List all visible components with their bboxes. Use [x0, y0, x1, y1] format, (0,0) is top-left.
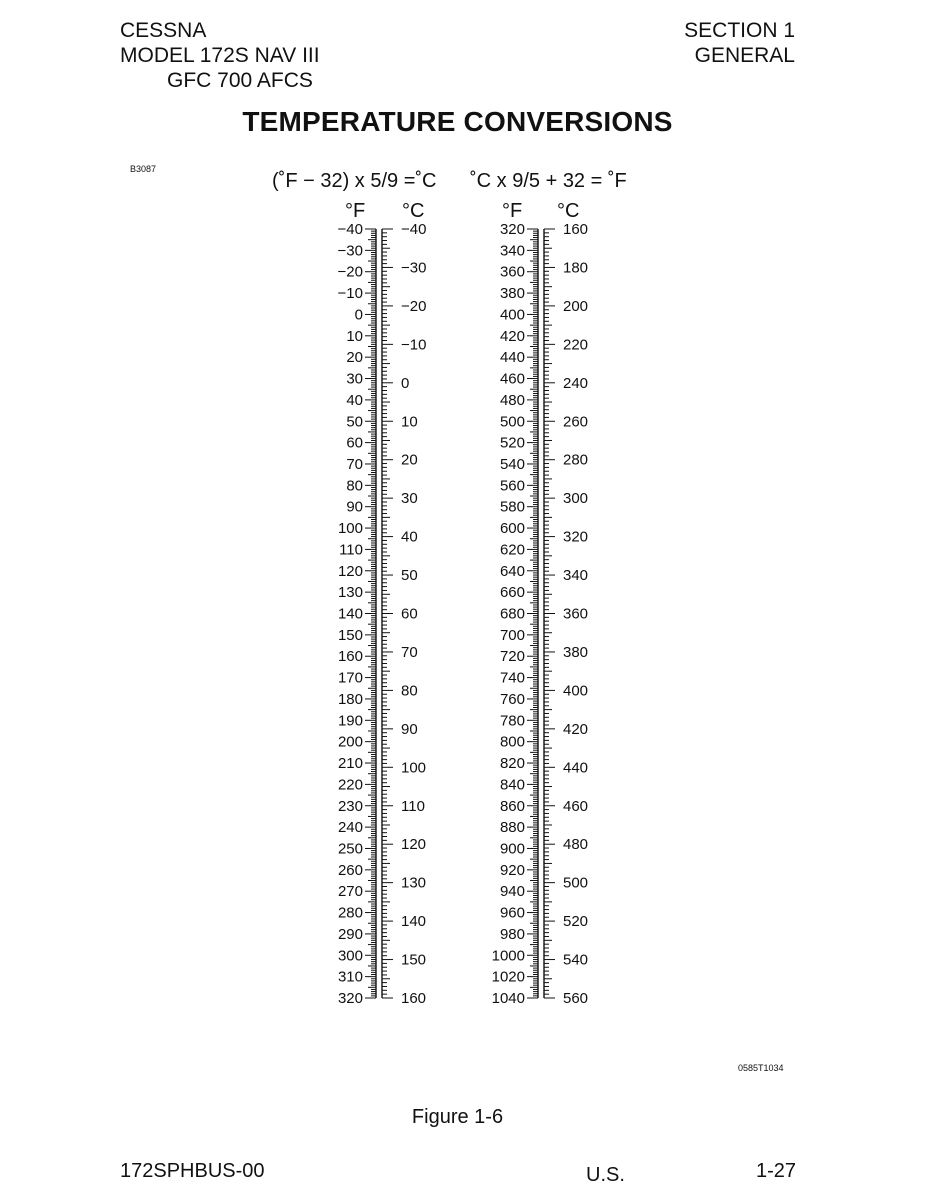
scale1-celsius-label: 130	[401, 874, 427, 892]
scale1-fahrenheit-label: −20	[337, 263, 363, 281]
header-section-name: GENERAL	[694, 44, 795, 67]
scale1-fahrenheit-label: 90	[346, 498, 363, 516]
scale1-celsius-label: 50	[401, 567, 418, 585]
scale2-fahrenheit-unit: °F	[502, 200, 523, 222]
scale1-fahrenheit-label: 260	[337, 861, 363, 879]
scale1-fahrenheit-label: 200	[337, 733, 363, 751]
scale2-fahrenheit-label: 500	[499, 413, 525, 431]
scale1-fahrenheit-label: 80	[346, 477, 363, 495]
scale2-celsius-label: 360	[563, 605, 589, 623]
scale2-celsius-label: 280	[563, 451, 589, 469]
scale2-fahrenheit-label: 680	[499, 605, 525, 623]
scale1-fahrenheit-label: 290	[337, 925, 363, 943]
scale2-celsius-label: 560	[563, 990, 589, 1007]
scale2-fahrenheit-label: 780	[499, 712, 525, 730]
scale2-celsius-label: 340	[563, 567, 589, 585]
scale1-fahrenheit-label: 270	[337, 883, 363, 901]
scale1-fahrenheit-label: 310	[337, 968, 363, 986]
footer-page: 1-27	[756, 1160, 797, 1182]
scale1-fahrenheit-label: 230	[337, 797, 363, 815]
scale2-celsius-label: 420	[563, 720, 589, 738]
scale1-celsius-label: 60	[401, 605, 418, 623]
scale1-celsius-label: 0	[401, 374, 410, 392]
scale1-fahrenheit-label: 240	[337, 819, 363, 837]
scale2-fahrenheit-label: 1020	[491, 968, 525, 986]
scale1-celsius-label: 90	[401, 720, 418, 738]
scale1-celsius-label: 70	[401, 643, 418, 661]
scale2-fahrenheit-label: 740	[499, 669, 525, 687]
header-autopilot: GFC 700 AFCS	[167, 69, 313, 92]
scale2-fahrenheit-label: 1040	[491, 990, 525, 1007]
footer-region: U.S.	[586, 1164, 625, 1186]
scale1-fahrenheit-label: 60	[346, 434, 363, 452]
scale2-fahrenheit-label: 920	[499, 861, 525, 879]
scale2-fahrenheit-label: 540	[499, 455, 525, 473]
scale2-fahrenheit-label: 700	[499, 626, 525, 644]
scale2-celsius-label: 320	[563, 528, 589, 546]
scale1-fahrenheit-label: 320	[337, 990, 363, 1007]
scale2-celsius-label: 200	[563, 297, 589, 315]
scale1-celsius-label: −40	[401, 221, 427, 238]
scale2-fahrenheit-label: 860	[499, 797, 525, 815]
scale1-fahrenheit-label: 140	[337, 605, 363, 623]
scale1-celsius-label: −30	[401, 259, 427, 277]
scale2-fahrenheit-label: 980	[499, 925, 525, 943]
scale1-celsius-label: 100	[401, 759, 427, 777]
scale2-fahrenheit-label: 720	[499, 648, 525, 666]
scale2-celsius-label: 400	[563, 682, 589, 700]
scale1-fahrenheit-label: 120	[337, 562, 363, 580]
scale2-fahrenheit-label: 320	[499, 221, 525, 238]
scale1-celsius-label: 40	[401, 528, 418, 546]
scale1-celsius-label: −10	[401, 336, 427, 354]
scale2-fahrenheit-label: 420	[499, 327, 525, 345]
footer-doc-id: 172SPHBUS-00	[120, 1160, 265, 1182]
scale2-fahrenheit-label: 600	[499, 520, 525, 538]
scale2-fahrenheit-label: 940	[499, 883, 525, 901]
scale2-fahrenheit-label: 440	[499, 349, 525, 367]
page-title: TEMPERATURE CONVERSIONS	[242, 106, 673, 137]
scale1-fahrenheit-label: 150	[337, 626, 363, 644]
scale2-fahrenheit-label: 660	[499, 584, 525, 602]
scale2-celsius-label: 380	[563, 643, 589, 661]
art-code: 0585T1034	[738, 1063, 784, 1073]
scale2-celsius-label: 520	[563, 913, 589, 931]
scale2-fahrenheit-label: 800	[499, 733, 525, 751]
scale1-fahrenheit-label: 220	[337, 776, 363, 794]
scale2-celsius-label: 440	[563, 759, 589, 777]
scale1-fahrenheit-label: 50	[346, 413, 363, 431]
scale1-celsius-label: 150	[401, 951, 427, 969]
scale2-fahrenheit-label: 480	[499, 391, 525, 409]
header-section: SECTION 1	[684, 19, 795, 42]
scale1-fahrenheit-label: 130	[337, 584, 363, 602]
scale1-fahrenheit-label: 180	[337, 690, 363, 708]
scale1-fahrenheit-label: −30	[337, 242, 363, 260]
scale1-celsius-label: 20	[401, 451, 418, 469]
scale1-fahrenheit-label: −10	[337, 285, 363, 303]
scale2-celsius-label: 480	[563, 836, 589, 854]
scale2-fahrenheit-label: 760	[499, 690, 525, 708]
scale2-celsius-label: 260	[563, 413, 589, 431]
scale1-fahrenheit-label: −40	[337, 221, 363, 238]
scale1-celsius-unit: °C	[402, 200, 425, 222]
scale1-fahrenheit-label: 250	[337, 840, 363, 858]
figure-code: B3087	[130, 164, 157, 174]
scale2-celsius-label: 160	[563, 221, 589, 238]
scale1-fahrenheit-unit: °F	[345, 200, 366, 222]
scale2-celsius-unit: °C	[557, 200, 580, 222]
scale2-fahrenheit-label: 840	[499, 776, 525, 794]
formula-c-to-f: ˚C x 9/5 + 32 = ˚F	[470, 170, 627, 192]
scale1-fahrenheit-label: 190	[337, 712, 363, 730]
scale2-fahrenheit-label: 880	[499, 819, 525, 837]
scale1-fahrenheit-label: 20	[346, 349, 363, 367]
scale1-celsius-label: −20	[401, 297, 427, 315]
scale1-celsius-label: 140	[401, 913, 427, 931]
scale2-celsius-label: 500	[563, 874, 589, 892]
scale1-fahrenheit-label: 30	[346, 370, 363, 388]
scale1-fahrenheit-label: 10	[346, 327, 363, 345]
scale2-fahrenheit-label: 580	[499, 498, 525, 516]
scale1-fahrenheit-label: 70	[346, 455, 363, 473]
scale2-celsius-label: 300	[563, 490, 589, 508]
scale2-celsius-label: 540	[563, 951, 589, 969]
scale1-fahrenheit-label: 100	[337, 520, 363, 538]
scale1-fahrenheit-label: 210	[337, 755, 363, 773]
scale2-fahrenheit-label: 520	[499, 434, 525, 452]
scale1-fahrenheit-label: 110	[339, 541, 363, 559]
scale1-celsius-label: 110	[401, 797, 425, 815]
scale2-fahrenheit-label: 400	[499, 306, 525, 324]
scale2-fahrenheit-label: 900	[499, 840, 525, 858]
scale2-fahrenheit-label: 380	[499, 285, 525, 303]
scale2-fahrenheit-label: 960	[499, 904, 525, 922]
scale2-fahrenheit-label: 560	[499, 477, 525, 495]
scale2-fahrenheit-label: 640	[499, 562, 525, 580]
scale2-fahrenheit-label: 620	[499, 541, 525, 559]
scale1-celsius-label: 30	[401, 490, 418, 508]
scale2-celsius-label: 220	[563, 336, 589, 354]
scale2-fahrenheit-label: 340	[499, 242, 525, 260]
scale2-fahrenheit-label: 460	[499, 370, 525, 388]
scale1-fahrenheit-label: 280	[337, 904, 363, 922]
scale2-celsius-label: 460	[563, 797, 589, 815]
scale1-fahrenheit-label: 160	[337, 648, 363, 666]
scale2-fahrenheit-label: 360	[499, 263, 525, 281]
scale1-fahrenheit-label: 0	[354, 306, 363, 324]
scale1-celsius-label: 80	[401, 682, 418, 700]
scale1-fahrenheit-label: 170	[337, 669, 363, 687]
scale1-fahrenheit-label: 40	[346, 391, 363, 409]
scale1-celsius-label: 10	[401, 413, 418, 431]
header-manufacturer: CESSNA	[120, 19, 207, 42]
scale2-celsius-label: 180	[563, 259, 589, 277]
scale1-fahrenheit-label: 300	[337, 947, 363, 965]
formula-f-to-c: (˚F − 32) x 5/9 =˚C	[272, 170, 437, 192]
scale1-celsius-label: 160	[401, 990, 427, 1007]
scale2-fahrenheit-label: 820	[499, 755, 525, 773]
scale2-celsius-label: 240	[563, 374, 589, 392]
scale1-celsius-label: 120	[401, 836, 427, 854]
header-model: MODEL 172S NAV III	[120, 44, 320, 67]
scale2-fahrenheit-label: 1000	[491, 947, 525, 965]
figure-caption: Figure 1-6	[411, 1106, 504, 1128]
